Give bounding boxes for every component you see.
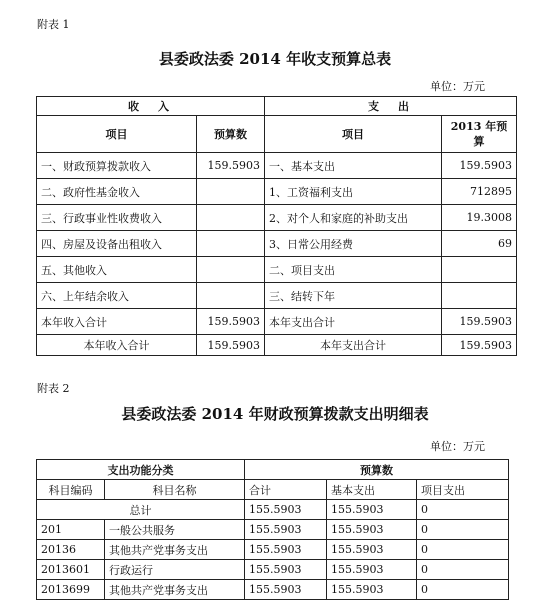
expense-item: 2、对个人和家庭的补助支出 [265, 205, 442, 231]
expense-item: 3、日常公用经费 [265, 231, 442, 257]
subject-code: 2013699 [37, 580, 105, 600]
table-row [37, 257, 517, 283]
expense-total: 本年支出合计 [265, 309, 442, 335]
subject-code: 2013601 [37, 560, 105, 580]
table-header-row [37, 460, 509, 480]
expense-value: 69 [442, 231, 517, 257]
expense-item: 二、项目支出 [265, 257, 442, 283]
subject-name: 其他共产党事务支出 [105, 540, 245, 560]
subject-code: 20136 [37, 540, 105, 560]
table-row [37, 231, 517, 257]
subject-name: 行政运行 [105, 560, 245, 580]
function-class-header: 支出功能分类 [37, 460, 245, 480]
income-value: 159.5903 [197, 153, 265, 179]
expense-value: 19.3008 [442, 205, 517, 231]
total-basic: 155.5903 [327, 500, 417, 520]
col-basic-header: 基本支出 [327, 480, 417, 500]
table-2-title: 县委政法委 2014 年财政预算拨款支出明细表 [121, 405, 429, 423]
attachment-1-label: 附表 1 [37, 18, 70, 31]
subject-project: 0 [417, 540, 509, 560]
income-header: 收 入 [37, 97, 265, 116]
expense-total-value: 159.5903 [442, 335, 517, 356]
col-project-header: 项目支出 [417, 480, 509, 500]
expense-value [442, 257, 517, 283]
subject-basic: 155.5903 [327, 520, 417, 540]
table-1-title: 县委政法委 2014 年收支预算总表 [158, 50, 392, 68]
table-2-unit: 单位：万元 [430, 440, 485, 453]
col-code-header: 科目编码 [37, 480, 105, 500]
table-row [37, 205, 517, 231]
col-2013-header: 2013 年预算 [442, 116, 517, 153]
expense-header: 支 出 [265, 97, 517, 116]
subject-sum: 155.5903 [245, 520, 327, 540]
subject-basic: 155.5903 [327, 540, 417, 560]
table-row [37, 179, 517, 205]
subject-name: 一般公共服务 [105, 520, 245, 540]
expense-value: 712895 [442, 179, 517, 205]
table-subheader-row [37, 480, 509, 500]
income-total: 本年收入合计 [37, 335, 197, 356]
income-item: 一、财政预算拨款收入 [37, 153, 197, 179]
table-row [37, 335, 517, 356]
expense-item: 1、工资福利支出 [265, 179, 442, 205]
income-value [197, 231, 265, 257]
income-value [197, 257, 265, 283]
subject-name: 其他共产党事务支出 [105, 580, 245, 600]
subject-code: 201 [37, 520, 105, 540]
table-row [37, 560, 509, 580]
income-item: 四、房屋及设备出租收入 [37, 231, 197, 257]
subject-sum: 155.5903 [245, 580, 327, 600]
expense-item: 三、结转下年 [265, 283, 442, 309]
table-row [37, 580, 509, 600]
subject-project: 0 [417, 560, 509, 580]
income-total: 本年收入合计 [37, 309, 197, 335]
income-value [197, 179, 265, 205]
subject-sum: 155.5903 [245, 560, 327, 580]
subject-project: 0 [417, 580, 509, 600]
budget-header: 预算数 [245, 460, 509, 480]
subject-project: 0 [417, 520, 509, 540]
subject-basic: 155.5903 [327, 560, 417, 580]
income-value [197, 205, 265, 231]
income-item: 五、其他收入 [37, 257, 197, 283]
expense-value: 159.5903 [442, 153, 517, 179]
expense-detail-table [36, 459, 509, 600]
col-item2-header: 项目 [265, 116, 442, 153]
total-label: 总计 [37, 500, 245, 520]
col-sum-header: 合计 [245, 480, 327, 500]
expense-total-value: 159.5903 [442, 309, 517, 335]
table-row [37, 520, 509, 540]
income-value [197, 283, 265, 309]
income-total-value: 159.5903 [197, 309, 265, 335]
subject-sum: 155.5903 [245, 540, 327, 560]
table-row [37, 500, 509, 520]
col-budget-header: 预算数 [197, 116, 265, 153]
income-total-value: 159.5903 [197, 335, 265, 356]
table-row [37, 153, 517, 179]
income-item: 六、上年结余收入 [37, 283, 197, 309]
subject-basic: 155.5903 [327, 580, 417, 600]
income-item: 三、行政事业性收费收入 [37, 205, 197, 231]
total-project: 0 [417, 500, 509, 520]
total-sum: 155.5903 [245, 500, 327, 520]
table-row [37, 540, 509, 560]
col-item-header: 项目 [37, 116, 197, 153]
table-row [37, 309, 517, 335]
expense-item: 一、基本支出 [265, 153, 442, 179]
table-header-row [37, 97, 517, 116]
table-subheader-row [37, 116, 517, 153]
table-row [37, 283, 517, 309]
income-item: 二、政府性基金收入 [37, 179, 197, 205]
attachment-2-label: 附表 2 [37, 382, 70, 395]
budget-summary-table [36, 96, 517, 356]
expense-value [442, 283, 517, 309]
col-name-header: 科目名称 [105, 480, 245, 500]
expense-total: 本年支出合计 [265, 335, 442, 356]
table-1-unit: 单位：万元 [430, 80, 485, 93]
